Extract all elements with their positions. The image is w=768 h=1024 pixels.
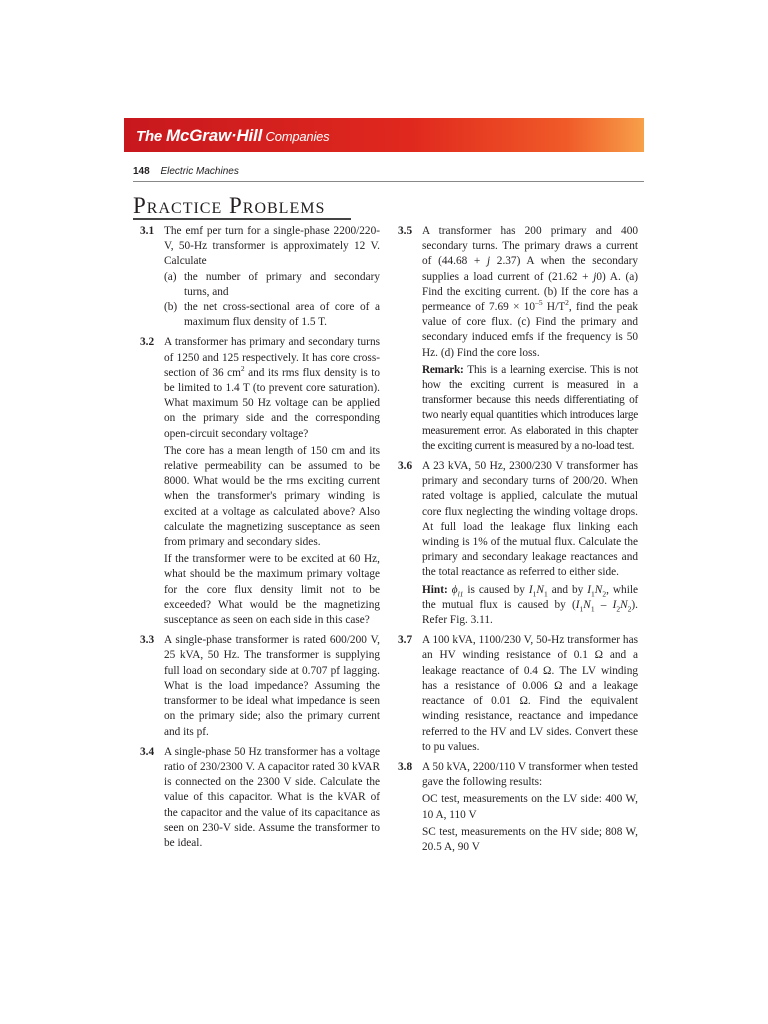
problem-number: 3.4 [140, 745, 155, 758]
section-rule [133, 218, 351, 220]
problem-3-4 [140, 745, 380, 851]
problem-number: 3.2 [140, 336, 155, 349]
problem-text: A 50 kVA, 2200/110 V transformer when tested gave the following results: [422, 760, 638, 789]
remark: Remark: This is a learning exercise. This is not how the exciting current is measured in a transformer because this needs differentiating of two nearly equal quantities which introduces large measurement error. As elaborated in this chapter the exciting current is measured by a no-load test. [422, 363, 638, 452]
problem-text: The core has a mean length of 150 cm and its relative permeability can be assumed to be 8000. What would be the rms exciting current when the transformer's primary winding is excited at a voltage as calculated above? Also calculate the magnetizing susceptance as seen from primary and secondary sides. [164, 444, 380, 549]
right-column [398, 224, 638, 860]
hint: Hint: $\phi_{l1}$ is caused by $I_1N_1$ and by $I_1N_2$, while the mutual flux is caused by $(I_1N_1 - I_2N_2)$. Refer Fig. 3.11. [422, 583, 639, 627]
problem-text: A single-phase 50 Hz transformer has a voltage ratio of 230/2300 V. A capacitor rated 30 kVAR is connected on the 2300 V side. Calculate the value of this capacitor. What is the kVAR of the capacitor and the value of its capacitance as seen on 230-V side. Assume the transformer to be ideal. [164, 745, 380, 849]
problem-text: A 23 kVA, 50 Hz, 2300/230 V transformer has primary and secondary turns of 200/20. When rated voltage is applied, calculate the mutual core flux neglecting the winding voltage drops. At full load the leakage flux linking each winding is 1% of the mutual flux. Calculate the primary and secondary leakage reactances and the total reactance as referred to either side. [422, 460, 638, 579]
problem-number: 3.6 [398, 460, 413, 473]
page-number: 148 [133, 166, 150, 177]
header-rule [133, 181, 644, 182]
left-column [140, 224, 380, 856]
problem-text: If the transformer were to be excited at 60 Hz, what should be the maximum primary voltage for the core flux density limit not to be exceeded? What would be the magnetizing susceptance as seen on each side in this case? [164, 553, 380, 627]
publisher-logo: The McGraw·Hill Companies [136, 126, 330, 145]
problem-number: 3.3 [140, 634, 155, 647]
problem-number: 3.8 [398, 760, 413, 773]
oc-test-result: OC test, measurements on the LV side: 400 W, 10 A, 110 V [422, 793, 638, 821]
problem-text: A 100 kVA, 1100/230 V, 50-Hz transformer has an HV winding resistance of 0.1 Ω and a leakage reactance of 0.4 Ω. The LV winding has a resistance of 0.006 Ω and a leakage reactance of 0.01 Ω. Find the equivalent winding resistance, reactance and impedance referred to the HV and LV sides. Convert these to pu values. [422, 634, 638, 753]
problem-number: 3.7 [398, 634, 413, 647]
problem-text: A single-phase transformer is rated 600/200 V, 25 kVA, 50 Hz. The transformer is supplying full load on secondary side at 0.707 pf lagging. What is the load impedance? Assuming the transformer to be ideal what impedance is seen on the primary side; also the primary current and its pf. [164, 634, 380, 738]
book-title: Electric Machines [160, 166, 239, 177]
section-title: Practice Problems [133, 193, 326, 218]
subitem-a: (a) the number of primary and secondary turns, and [164, 270, 380, 298]
problem-3-6 [398, 459, 638, 628]
problem-3-8 [398, 760, 638, 855]
problem-3-2 [140, 335, 380, 628]
running-head [133, 166, 239, 177]
problem-3-7 [398, 633, 638, 755]
problem-number: 3.5 [398, 225, 413, 237]
problem-text: A transformer has primary and secondary turns of 1250 and 125 respectively. It has core cross-section of 36 $cm^2$ and its rms flux density is to be limited to 1.4 T (to prevent core saturation). What maximum 50 Hz voltage can be applied on the primary side and the corresponding open-circuit secondary voltage? [164, 336, 380, 440]
publisher-banner [124, 118, 644, 152]
problem-3-1 [140, 224, 380, 330]
problem-number: 3.1 [140, 225, 155, 237]
subitem-b: (b) the net cross-sectional area of core of a maximum flux density of 1.5 T. [164, 301, 380, 329]
sc-test-result: SC test, measurements on the HV side; 808 W, 20.5 A, 90 V [422, 825, 638, 853]
problem-3-5 [398, 224, 638, 454]
problem-text: A transformer has 200 primary and 400 secondary turns. The primary draws a current of (44.68 + j 2.37) A when the secondary supplies a load current of (21.62 + j0) A. (a) Find the exciting current. (b) If the core has a permeance of $7.69 \times 10^{-5}$ $H/T^2$, find the peak value of core flux. (c) Find the primary and secondary induced emfs if the frequency is 50 Hz. (d) Find the core loss. [422, 225, 638, 359]
problem-text: The emf per turn for a single-phase 2200/220-V, 50-Hz transformer is approximately 12 V. Calculate [164, 225, 380, 268]
problem-3-3 [140, 633, 380, 739]
